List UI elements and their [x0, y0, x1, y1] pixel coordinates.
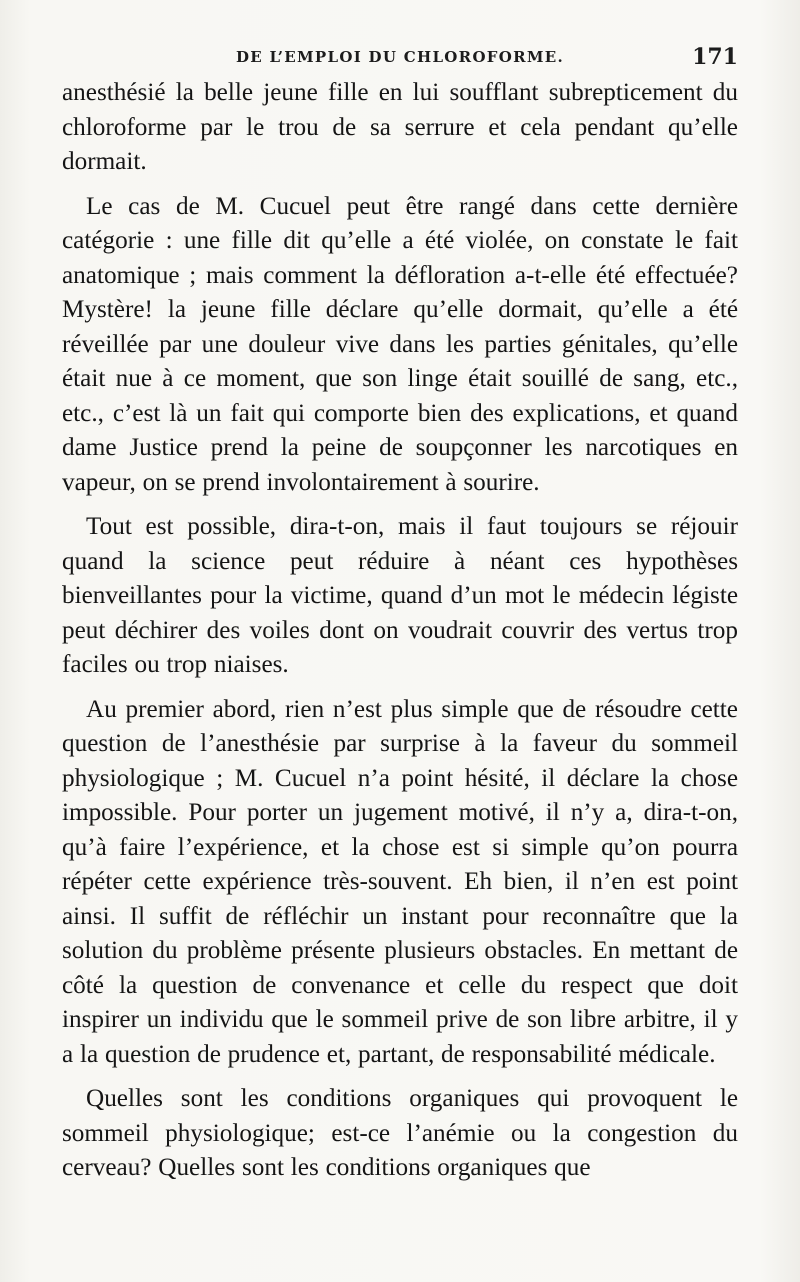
paragraph-3: Tout est possible, dira-t-on, mais il faut toujours se réjouir quand la science peut réduire à néant ces hypothèses bienveillantes pour la victime, quand d’un mot le médecin légiste peut déchirer des voiles dont on voudrait couvrir des vertus trop faciles ou trop niaises. [62, 513, 738, 678]
paragraph-5: Quelles sont les conditions organiques qui provoquent le sommeil physiologique; est-ce l’anémie ou la congestion du cerveau? Quelles sont les conditions organiques que [62, 1085, 738, 1181]
running-header [62, 44, 738, 74]
running-title: DE L’EMPLOI DU CHLOROFORME. [235, 48, 565, 66]
paragraph-2: Le cas de M. Cucuel peut être rangé dans cette dernière catégorie : une fille dit qu’elle a été violée, on constate le fait anatomique ; mais comment la défloration a-t-elle été effectuée? Mystère! la jeune fille déclare qu’elle dormait, qu’elle a été réveillée par une douleur vive dans les parties génitales, qu’elle était nue à ce moment, que son linge était souillé de sang, etc., etc., c’est là un fait qui comporte bien des explications, et quand dame Justice prend la peine de soupçonner les narcotiques en vapeur, on se prend involontairement à sourire. [62, 192, 738, 496]
paragraph-1: anesthésié la belle jeune fille en lui soufflant subrepticement du chloroforme par le trou de sa serrure et cela pendant qu’elle dormait. [62, 79, 738, 175]
paragraph-4: Au premier abord, rien n’est plus simple que de résoudre cette question de l’anesthésie par surprise à la faveur du sommeil physiologique ; M. Cucuel n’a point hésité, il déclare la chose impossible. Pour porter un jugement motivé, il n’y a, dira-t-on, qu’à faire l’expérience, et la chose est si simple qu’on pourra répéter cette expérience très-souvent. Eh bien, il n’en est point ainsi. Il suffit de réfléchir un instant pour reconnaître que la solution du problème présente plusieurs obstacles. En mettant de côté la question de convenance et celle du respect que doit inspirer un individu que le sommeil prive de son libre arbitre, il y a la question de prudence et, partant, de responsabilité médicale. [62, 695, 738, 1068]
page-number: 171 [692, 44, 738, 70]
body-text [62, 76, 738, 1196]
